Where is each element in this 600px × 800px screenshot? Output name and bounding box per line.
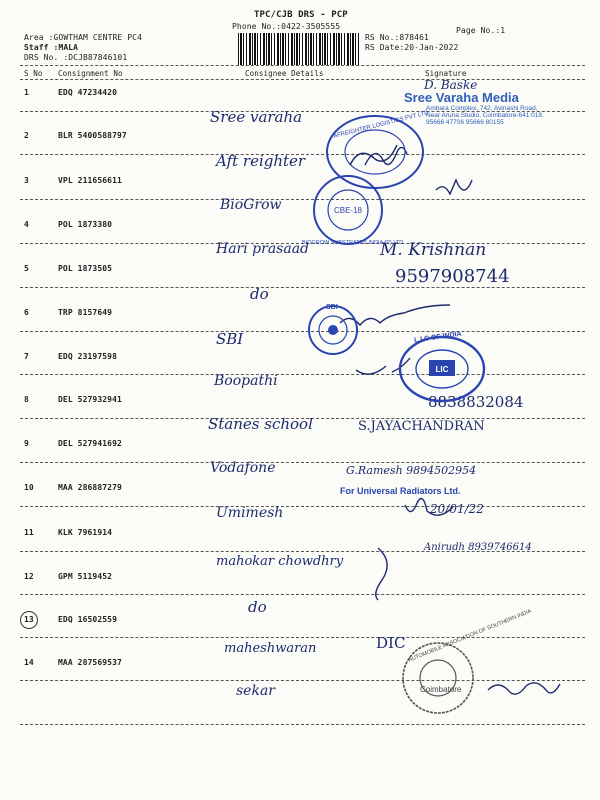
row-consignment-number: DEL 527932941 (58, 395, 122, 404)
signature-1: D. Baske (424, 78, 478, 92)
row-consignment-number: EDQ 47234420 (58, 88, 117, 97)
svg-text:LIC: LIC (435, 365, 449, 374)
phone-number: Phone No.:0422-3505555 (232, 22, 341, 31)
row-sno: 2 (24, 131, 29, 140)
signature-4: M. Krishnan (380, 240, 487, 260)
consignee-name-5: do (250, 285, 269, 303)
row-sno: 6 (24, 308, 29, 317)
row-consignment-number: MAA 287569537 (58, 658, 122, 667)
col-header-sno: S No (24, 69, 43, 78)
staff-field: Staff :MALA (24, 43, 79, 52)
svg-text:CBE-18: CBE-18 (333, 206, 363, 215)
row-sno: 9 (24, 439, 29, 448)
area-field: Area :GOWTHAM CENTRE PC4 (24, 33, 142, 42)
signature-10: G.Ramesh 9894502954 (346, 464, 477, 477)
stamp-biogrow-text: BIOGROW SUBSTRATES INDIA (P) LTD (302, 240, 404, 246)
signature-8-phone: 8838832084 (428, 393, 524, 411)
signature-scribble-10 (405, 499, 453, 516)
row-consignment-number: GPM 5119452 (58, 572, 113, 581)
signature-scribble-12 (376, 548, 387, 600)
stamp-lic-text: L.I.C OF INDIA (413, 330, 463, 345)
signature-12: Anirudh 8939746614 (424, 542, 532, 553)
consignee-name-extra: sekar (236, 683, 275, 699)
stamp-sree-varaha-line1: Ambara Complex, 742, Avinashi Road, (426, 105, 538, 112)
row-sno: 7 (24, 352, 29, 361)
row-sno: 4 (24, 220, 29, 229)
consignee-name-2: Aft reighter (216, 152, 306, 170)
signature-9: S.JAYACHANDRAN (358, 419, 485, 434)
consignee-name-14: maheshwaran (224, 641, 317, 656)
rs-date: RS Date:20-Jan-2022 (365, 43, 459, 52)
signature-5-phone: 9597908744 (395, 266, 510, 287)
consignee-name-9: Stanes school (208, 415, 313, 433)
row-sno: 14 (24, 658, 34, 667)
col-header-consignment: Consignment No (58, 69, 123, 78)
stamp-automobile-city: Coimbatore (420, 685, 462, 694)
signature-10-date: 20/01/22 (430, 502, 484, 516)
row-sno: 3 (24, 176, 29, 185)
consignee-name-3: BioGrow (220, 197, 282, 213)
stamp-sbi-text: SBI (326, 304, 338, 311)
row-consignment-number: KLK 7961914 (58, 528, 113, 537)
row-consignment-number: EDQ 23197598 (58, 352, 117, 361)
stamp-automobile-association-text: AUTOMOBILE ASSOCIATION OF SOUTHERN INDIA (407, 608, 533, 664)
consignee-name-8: Boopathi (214, 373, 278, 389)
signature-scribble-14 (488, 683, 560, 694)
signature-13: DIC (376, 634, 406, 652)
page-number: Page No.:1 (456, 26, 506, 35)
row-consignment-number: TRP 8157649 (58, 308, 113, 317)
consignee-name-12: mahokar chowdhry (216, 554, 344, 569)
stamp-sree-varaha-line2: Near Aruna Studio, Coimbatore-641 018. (426, 112, 544, 119)
row-consignment-number: EDQ 16502559 (58, 615, 117, 624)
row-consignment-number: DEL 527941692 (58, 439, 122, 448)
row-sno: 12 (24, 572, 34, 581)
col-header-consignee: Consignee Details (245, 69, 324, 78)
stamp-sree-varaha-line3: 95666 47706 95666 80155 (426, 119, 504, 126)
stamp-lic (396, 332, 488, 406)
row-sno: 11 (24, 528, 34, 537)
stamp-biogrow (310, 172, 386, 248)
row-sno: 1 (24, 88, 29, 97)
row-sno: 13 (24, 615, 34, 624)
rs-number: RS No.:878461 (365, 33, 429, 42)
row-consignment-number: POL 1873505 (58, 264, 113, 273)
document-title: TPC/CJB DRS - PCP (254, 10, 348, 20)
col-header-signature: Signature (425, 69, 467, 78)
signature-scribble-3 (436, 180, 472, 194)
drs-number: DRS No. :DCJB87846101 (24, 53, 128, 62)
row-consignment-number: BLR 5400588797 (58, 131, 127, 140)
consignee-name-10: Vodafone (210, 460, 276, 476)
consignee-name-11: Umimesh (216, 505, 284, 521)
consignee-name-4: Hari prasaad (216, 241, 310, 257)
stamp-afreighter-text: AFREIGHTER LOGISTICS PVT LTD (332, 110, 430, 140)
row-consignment-number: POL 1873380 (58, 220, 113, 229)
row-sno: 5 (24, 264, 29, 273)
consignee-name-1: Sree varaha (210, 108, 303, 126)
row-consignment-number: VPL 211656611 (58, 176, 122, 185)
row-consignment-number: MAA 286887279 (58, 483, 122, 492)
consignee-name-6: SBI (216, 330, 244, 348)
row-sno: 10 (24, 483, 34, 492)
stamp-universal-radiators: For Universal Radiators Ltd. (340, 486, 461, 496)
stamp-sree-varaha-title: Sree Varaha Media (404, 90, 519, 105)
stamp-sbi (306, 303, 360, 357)
row-sno: 8 (24, 395, 29, 404)
consignee-name-13: do (248, 598, 267, 616)
